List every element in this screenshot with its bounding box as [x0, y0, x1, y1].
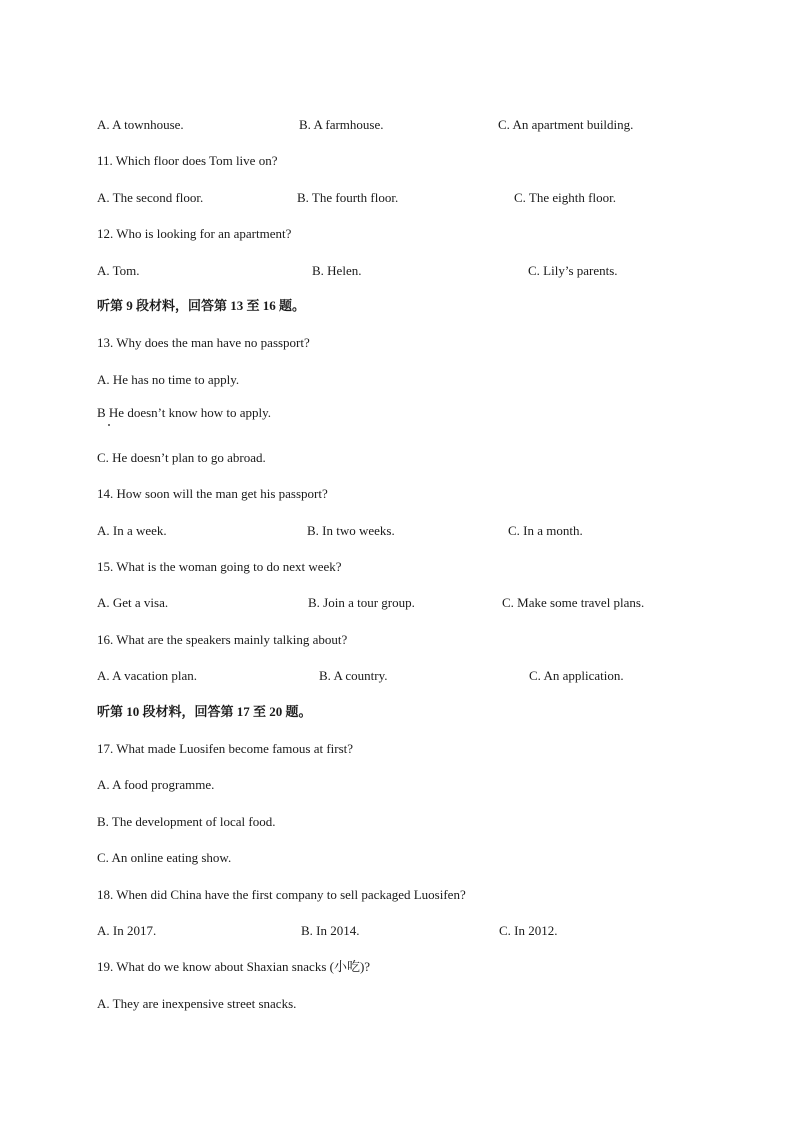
q11-option-b: B. The fourth floor.: [297, 190, 399, 205]
q15-option-b: B. Join a tour group.: [308, 595, 415, 610]
q15-option-c: C. Make some travel plans.: [502, 595, 645, 610]
q16-option-b: B. A country.: [319, 668, 388, 683]
q10-option-a: A. A townhouse.: [97, 117, 184, 132]
q18-question: 18. When did China have the first company to sell packaged Luosifen?: [97, 887, 466, 902]
q10-option-b: B. A farmhouse.: [299, 117, 384, 132]
q14-question: 14. How soon will the man get his passport?: [97, 486, 328, 501]
q17-option-b: B. The development of local food.: [97, 814, 276, 829]
q13-question: 13. Why does the man have no passport?: [97, 335, 310, 350]
q19-option-a: A. They are inexpensive street snacks.: [97, 996, 297, 1011]
q10-option-c: C. An apartment building.: [498, 117, 634, 132]
q18-option-a: A. In 2017.: [97, 923, 157, 938]
q19-question: 19. What do we know about Shaxian snacks (小吃)?: [97, 959, 371, 974]
q11-option-a: A. The second floor.: [97, 190, 204, 205]
q18-option-b: B. In 2014.: [301, 923, 360, 938]
q11-option-c: C. The eighth floor.: [514, 190, 616, 205]
q16-option-c: C. An application.: [529, 668, 624, 683]
q13-option-c: C. He doesn’t plan to go abroad.: [97, 450, 266, 465]
section-heading-9: 听第 9 段材料，回答第 13 至 16 题。: [97, 298, 306, 313]
section-heading-10: 听第 10 段材料，回答第 17 至 20 题。: [97, 704, 312, 719]
q16-question: 16. What are the speakers mainly talking about?: [97, 632, 348, 647]
q17-question: 17. What made Luosifen become famous at first?: [97, 741, 354, 756]
q12-option-b: B. Helen.: [312, 263, 362, 278]
q18-option-c: C. In 2012.: [499, 923, 558, 938]
q15-option-a: A. Get a visa.: [97, 595, 169, 610]
q16-option-a: A. A vacation plan.: [97, 668, 198, 683]
q12-option-a: A. Tom.: [97, 263, 140, 278]
q17-option-a: A. A food programme.: [97, 777, 215, 792]
q13-option-b: B He doesn’t know how to apply.: [97, 405, 272, 420]
q17-option-c: C. An online eating show.: [97, 850, 232, 865]
q11-question: 11. Which floor does Tom live on?: [97, 153, 278, 168]
q13-option-a: A. He has no time to apply.: [97, 372, 240, 387]
q14-option-b: B. In two weeks.: [307, 523, 395, 538]
q14-option-a: A. In a week.: [97, 523, 167, 538]
stray-dot-mark: [108, 424, 110, 426]
q15-question: 15. What is the woman going to do next week?: [97, 559, 342, 574]
q12-question: 12. Who is looking for an apartment?: [97, 226, 292, 241]
q12-option-c: C. Lily’s parents.: [528, 263, 618, 278]
q14-option-c: C. In a month.: [508, 523, 583, 538]
